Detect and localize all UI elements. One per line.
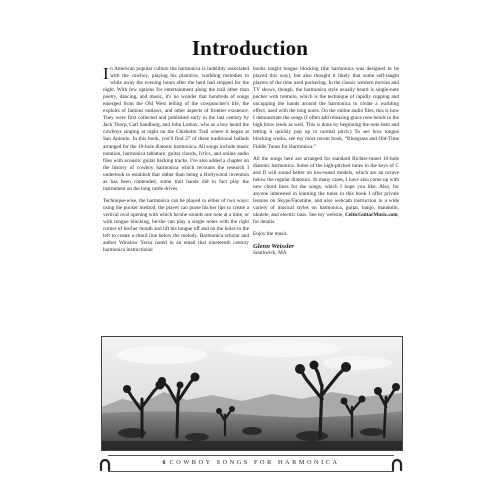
closing-line: Enjoy the music. [253,231,289,238]
paragraph-text: n American popular culture the harmonica is indelibly associated with the cowboy, playing his plaintive, warbling melodies to while away the evening hours after the herd had stopped for the night. With few options for entertainment along the trail other than poetry, dancing, and music, it's no wonder that hundreds of songs emerged from the Old West telling of the cowpuncher's life, the exploits of famous outlaws, and other aspects of frontier existence. They were first collected and published early in the last century by Jack Thorp, Carl Sandburg, and John Lomax, who as a boy heard the cowboys singing at night on the Chisholm Trail where it began at San Antonio. In this book, you'll find 27 of these traditional ballads arranged for the 10-hole diatonic harmonica. All songs include music notation, harmonica tablature, guitar chords, lyrics, and online audio files with acoustic guitar backing tracks. I've also added a chapter on the history of cowboy harmonica which recounts the research I undertook to establish that rather than being a Hollywood invention as has been contended, some trail hands did in fact play the instrument on the long cattle drives. [103,66,249,192]
signature-place: Southwick, MA [253,250,287,257]
horseshoe-icon [390,457,404,471]
intro-paragraph-2: Technique-wise, the harmonica can be played in either of two ways: using the pucker method, the player can purse his/her lips to create a vertical oval opening with which he/she sounds one note at a time, or with tongue blocking, he/she can play a single notes with the right corner of his/her mouth and lift his tongue off and on the holes to the left to create a chord line below the melody. Harmonica scholar and author Winslow Yerxa noted in an email that nineteenth century harmonica instructional [103,197,249,254]
page-number: 6 [162,459,166,466]
drop-cap: I [103,64,109,83]
intro-paragraph-1 [103,66,249,193]
joshua-tree-landscape-image [102,337,402,450]
paragraph-text: All the songs here are arranged for standard Richter-tuned 10-hole diatonic harmonica. Some of the high-pitched tunes in the keys of C and D will sound better on low-tuned models, which are an octave below the regular diatonics. In many cases, I have also come up with new chord lines for the songs, which I hope you like. Also, for anyone interested in learning the tunes in this book I offer private lessons on Skype/Facetime, and also webcam instruction in a wide variety of musical styles on harmonica, guitar, banjo, mandolin, ukulele, and electric bass. See my website, [253,155,399,218]
left-column [103,66,249,259]
desert-photo [101,336,403,451]
running-title: COWBOY SONGS FOR HARMONICA [169,459,340,466]
footer-rule-top [108,455,394,456]
page-footer [98,451,404,473]
website-suffix: , for details. [253,211,399,225]
footer-running-title [98,459,404,466]
footer-rule-bottom [108,471,394,472]
signature-name: Glenn Weissler [253,243,294,251]
right-column [253,66,399,257]
page-title: Introduction [191,36,309,60]
intro-paragraph-4 [253,156,399,226]
intro-paragraph-3: books taught tongue blocking (the harmonica was designed to be played this way), but also thought it likely that some self-taught players of the time used puckering. In the classic western movies and TV shows, though, the harmonica style usually heard is single-note pucker with tremolo, which is the technique of rapidly cupping and uncupping the hands around the harmonica to create a warbling effect, used with the long notes. On the online audio files, this is how I demonstrate the songs (I often add releasing grace note bends to the high blow reeds as well. This is done by beginning the note bent and letting it quickly pop up to normal pitch.) To see how tongue blocking works, see my most recent book, “Bluegrass and Old-Time Fiddle Tunes for Harmonica.” [253,66,399,150]
website-link[interactable]: CelticGuitarMusic.com [345,211,398,218]
